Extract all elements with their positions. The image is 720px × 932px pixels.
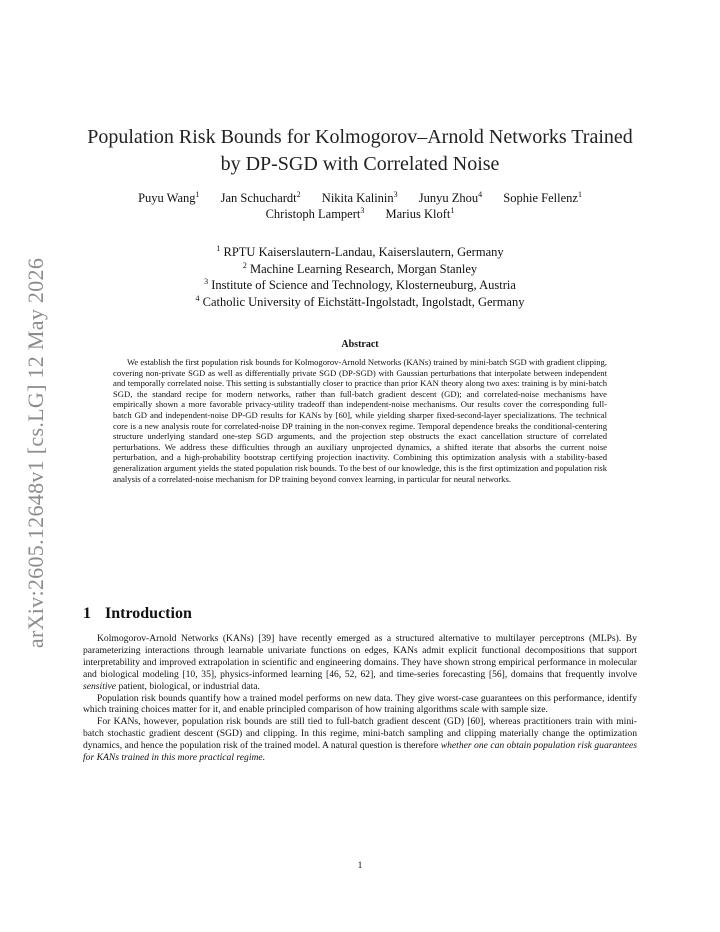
abstract-heading: Abstract [341, 339, 379, 350]
paper-title-line-1: Population Risk Bounds for Kolmogorov–Arnold Networks Trained [87, 126, 633, 148]
abstract-text: We establish the first population risk bounds for Kolmogorov-Arnold Networks (KANs) trained by mini-batch SGD with gradient clipping, covering non-private SGD as well as differentially private SGD (DP-SGD) with Gaussian perturbations that interpolate between independent and temporally correlated noise. This setting is substantially closer to practice than prior KAN theory along two axes: training is by mini-batch SGD, the standard recipe for modern networks, rather than full-batch gradient descent (GD); and correlated-noise mechanisms have empirically shown a more favorable privacy-utility tradeoff than independent-noise mechanisms. Our results cover the corresponding full-batch GD and independent-noise DP-GD results for KANs by [60], while yielding sharper fixed-second-layer specializations. The technical core is a new analysis route for correlated-noise DP training in the non-convex regime. Temporal dependence breaks the conditional-centering structure underlying standard one-step SGD arguments, and the projection step obstructs the exact cancellation structure of correlated perturbations. We address these difficulties through an auxiliary unprojected dynamics, a shifted iterate that absorbs the current noise perturbation, and a high-probability bootstrap certifying projection inactivity. Combining this optimization analysis with a stability-based generalization argument yields the stated population risk bounds. To the best of our knowledge, this is the first optimization and population risk analysis of a correlated-noise mechanism for DP training beyond convex learning, in particular for neural networks. [113, 357, 607, 484]
affiliation: $^1$ RPTU Kaiserslautern-Landau, Kaiserslautern, Germany [216, 243, 504, 259]
author-list [80, 190, 640, 222]
author: Marius Kloft$^1$ [385, 205, 455, 221]
author: Puyu Wang$^1$ [138, 189, 200, 205]
section-title: Introduction [105, 605, 192, 622]
affiliation: $^3$ Institute of Science and Technology, Klosterneuburg, Austria [204, 276, 516, 292]
affiliation: $^2$ Machine Learning Research, Morgan Stanley [242, 260, 478, 276]
affiliation-list [80, 244, 640, 310]
author-row-2 [80, 206, 640, 222]
author: Nikita Kalinin$^3$ [321, 189, 398, 205]
intro-paragraph-3: For KANs, however, population risk bounds are still tied to full-batch gradient descent (GD) [60], whereas practitioners train with mini-batch stochastic gradient descent (SGD) and clipping. In this regime, mini-batch sampling and clipping materially change the optimization dynamics, and hence the population risk of the trained model. A natural question is therefore whether one can obtain population risk guarantees for KANs trained in this more practical regime. [83, 716, 637, 764]
introduction-body [83, 633, 637, 764]
arxiv-identifier [16, 258, 56, 648]
paper-title [80, 124, 640, 178]
paper-title-line-2: by DP-SGD with Correlated Noise [220, 153, 500, 175]
page-number: 1 [357, 861, 363, 871]
author: Jan Schuchardt$^2$ [220, 189, 301, 205]
affiliation: $^4$ Catholic University of Eichstätt-Ingolstadt, Ingolstadt, Germany [195, 293, 525, 309]
author: Sophie Fellenz$^1$ [503, 189, 582, 205]
author-row-1 [80, 190, 640, 206]
author: Christoph Lampert$^3$ [265, 205, 365, 221]
author: Junyu Zhou$^4$ [418, 189, 483, 205]
section-number: 1 [83, 605, 91, 622]
section-heading [83, 605, 192, 623]
intro-paragraph-1: Kolmogorov-Arnold Networks (KANs) [39] have recently emerged as a structured alternative to multilayer perceptrons (MLPs). By parameterizing interactions through learnable univariate functions on edges, KANs admit explicit functional decompositions that support interpretability and improved extrapolation in scientific and engineering domains. They have shown strong empirical performance in molecular and biological modeling [10, 35], physics-informed learning [46, 52, 62], and time-series forecasting [56], domains that frequently involve sensitive patient, biological, or industrial data. [83, 633, 637, 692]
arxiv-identifier-text: arXiv:2605.12648v1 [cs.LG] 12 May 2026 [23, 257, 49, 649]
intro-paragraph-2: Population risk bounds quantify how a trained model performs on new data. They give worst-case guarantees on this performance, identify which training choices matter for it, and enable principled comparison of how training algorithms scale with sample size. [83, 692, 637, 716]
